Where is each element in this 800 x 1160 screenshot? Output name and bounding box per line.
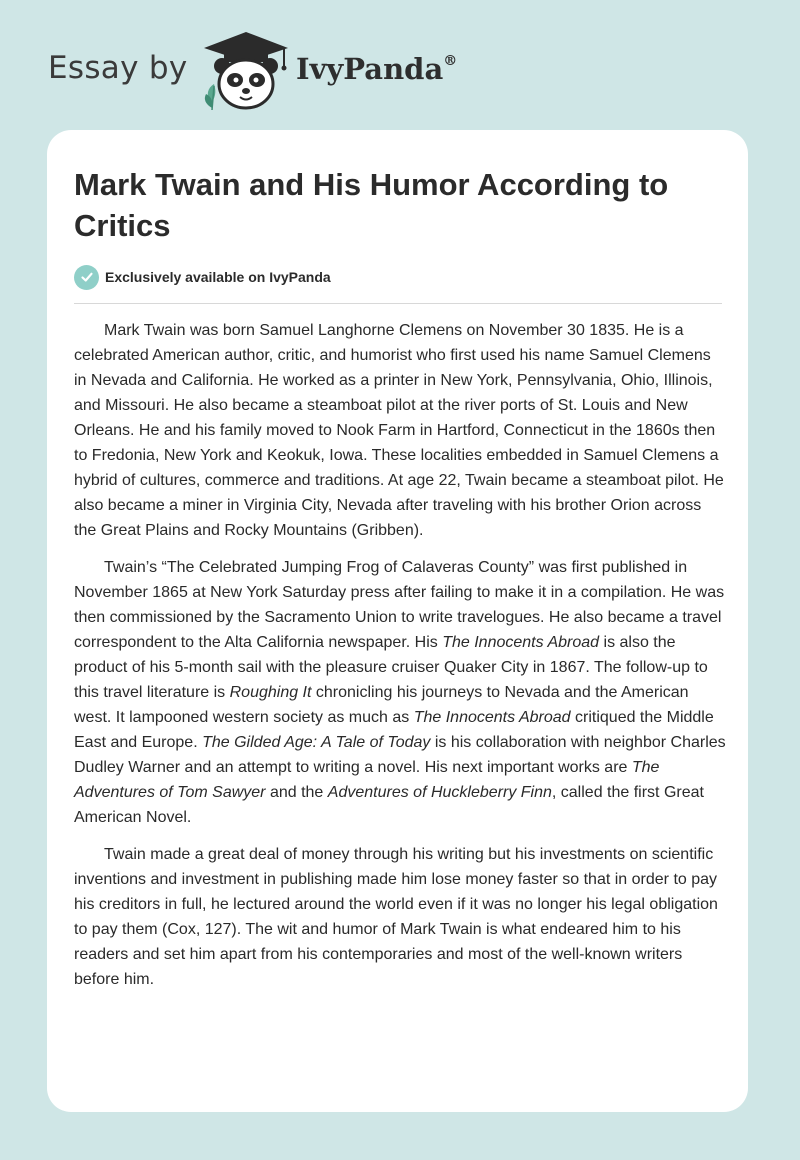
- work-title: Adventures of Huckleberry Finn: [327, 784, 552, 801]
- text-span: Twain’s “The Celebrated Jumping Frog of Calaveras County” was first published in November 1865 at New York Saturday press after failing to make it in a compilation. He was then commissioned by the Sacramento Union to write travelogues. He also became a travel correspondent to the Alta California newspaper. His: [74, 559, 725, 651]
- text-span: and the: [265, 784, 328, 801]
- registered-mark: ®: [443, 53, 458, 69]
- text-span: is his collaboration with neighbor Charles Dudley Warner and an attempt to writing a novel. His next important works are: [74, 734, 726, 776]
- panda-logo-icon[interactable]: [200, 30, 292, 112]
- site-header: [0, 0, 800, 130]
- text-span: critiqued the Middle East and Europe.: [74, 709, 714, 751]
- paragraph-1: Mark Twain was born Samuel Langhorne Clemens on November 30 1835. He is a celebrated American author, critic, and humorist who first used his name Samuel Clemens in Nevada and California. He worked as a printer in New York, Pennsylvania, Ohio, Illinois, and Missouri. He also became a steamboat pilot at the river ports of St. Louis and New Orleans. He and his family moved to Nook Farm in Hartford, Connecticut in the 1860s then to Fredonia, New York and Keokuk, Iowa. These localities embedded in Samuel Clemens a hybrid of cultures, commerce and traditions. At age 22, Twain became a steamboat pilot. He also became a miner in Virginia City, Nevada after traveling with his brother Orion across the Great Plains and Rocky Mountains (Gribben).: [74, 322, 724, 539]
- essay-body: [74, 318, 726, 1004]
- exclusive-badge: [74, 264, 331, 290]
- work-title: The Gilded Age: A Tale of Today: [202, 734, 431, 751]
- brand-name[interactable]: [296, 52, 457, 86]
- text-span: is also the product of his 5-month sail with the pleasure cruiser Quaker City in 1867. The follow-up to this travel literature is: [74, 634, 708, 701]
- work-title: Roughing It: [229, 684, 312, 701]
- divider: [74, 303, 722, 304]
- work-title: The Adventures of Tom Sawyer: [74, 759, 660, 801]
- check-icon: [74, 265, 99, 290]
- brand-text: IvyPanda: [296, 52, 444, 86]
- paragraph-2: [74, 555, 726, 830]
- badge-text: Exclusively available on IvyPanda: [105, 269, 331, 285]
- paragraph-3: Twain made a great deal of money through his writing but his investments on scientific inventions and investment in publishing made him lose money faster so that in order to pay his creditors in full, he lectured around the world even if it was no longer his legal obligation to pay them (Cox, 127). The wit and humor of Mark Twain is what endeared him to his readers and set him apart from his contemporaries and most of the well-known writers before him.: [74, 846, 718, 988]
- text-span: , called the first Great American Novel.: [74, 784, 704, 826]
- page-title: Mark Twain and His Humor According to Critics: [74, 167, 669, 243]
- work-title: The Innocents Abroad: [413, 709, 571, 726]
- essay-card: [47, 130, 748, 1112]
- text-span: chronicling his journeys to Nevada and the American west. It lampooned western society as much as: [74, 684, 689, 726]
- essay-by-label: Essay by: [48, 50, 188, 86]
- work-title: The Innocents Abroad: [442, 634, 600, 651]
